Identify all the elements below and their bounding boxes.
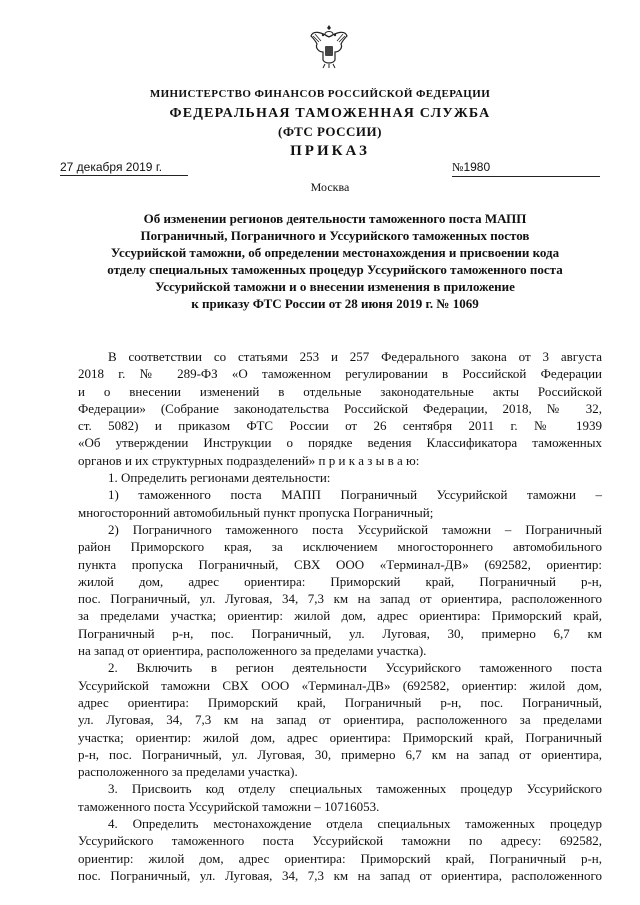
body-line: ул. Луговая, 34, 7,3 км на запад от ориентира, расположенного за пределами (78, 712, 602, 728)
order-number-field (452, 160, 600, 177)
heading-line: Об изменении регионов деятельности таможенного поста МАПП (143, 211, 527, 226)
body-line: Уссурийского таможенного поста Уссурийской таможни по адресу: 692582, (78, 833, 602, 849)
body-line: органов и их структурных подразделений» п р и к а з ы в а ю: (78, 452, 420, 468)
body-line: 1) таможенного поста МАПП Пограничный Уссурийской таможни – (108, 487, 602, 503)
body-line: за пределами участка; ориентир: жилой дом, адрес ориентира: Приморский край, (78, 608, 602, 624)
ministry-name: МИНИСТЕРСТВО ФИНАНСОВ РОССИЙСКОЙ ФЕДЕРАЦИИ (149, 88, 491, 100)
body-line: Пограничный р-н, пос. Пограничный, ул. Луговая, 30, примерно 6,7 км (78, 625, 602, 641)
heading-line: отделу специальных таможенных процедур Уссурийского таможенного поста (107, 262, 563, 277)
body-line: «Об утверждении Инструкции о порядке ведения Классификатора таможенных (78, 435, 602, 451)
heading-line: Уссурийской таможни и о внесении изменения в приложение (155, 279, 515, 294)
body-line: Уссурийской таможни СВХ ООО «Терминал-ДВ» (692582, ориентир: жилой дом, (78, 677, 602, 693)
city: Москва (310, 180, 350, 194)
body-line: пункта пропуска Пограничный, СВХ ООО «Терминал-ДВ» (692582, ориентир: (78, 556, 602, 572)
coat-of-arms-emblem (309, 22, 349, 70)
body-line: В соответствии со статьями 253 и 257 Федерального закона от 3 августа (108, 349, 602, 364)
body-line: таможенного поста Уссурийской таможни – 10716053. (78, 798, 380, 814)
body-line: участка; ориентир: жилой дом, адрес ориентира: Приморский край, Пограничный (78, 729, 602, 745)
service-name: ФЕДЕРАЛЬНАЯ ТАМОЖЕННАЯ СЛУЖБА (169, 106, 491, 121)
body-line: на запад от ориентира, расположенного за пределами участка). (78, 643, 427, 659)
body-line: и о внесении изменений в отдельные законодательные акты Российской (78, 383, 602, 399)
body-line: ст. 5082) и приказом ФТС России от 26 сентября 2011 г. № 1939 (78, 418, 602, 434)
order-number: 1980 (463, 160, 491, 174)
service-short-name: (ФТС РОССИИ) (278, 124, 382, 139)
body-line: район Приморского края, за исключением многостороннего автомобильного (78, 539, 602, 555)
body-line: расположенного за пределами участка). (78, 764, 298, 780)
heading-line: Пограничный, Пограничного и Уссурийского таможенных постов (140, 228, 530, 243)
order-date: 27 декабря 2019 г. (60, 160, 188, 176)
body-line: 1. Определить регионами деятельности: (108, 470, 331, 486)
body-line: Федерации» (Собрание законодательства Российской Федерации, 2018, № 32, (78, 400, 602, 416)
body-line: пос. Пограничный, ул. Луговая, 34, 7,3 км на запад от ориентира, расположенного (78, 591, 602, 607)
body-line: 3. Присвоить код отделу специальных таможенных процедур Уссурийского (108, 781, 602, 797)
order-number-prefix: № (452, 160, 464, 174)
heading-line: Уссурийской таможни, об определении местонахождения и присвоении кода (110, 245, 560, 260)
body-line: многосторонний автомобильный пункт пропуска Пограничный; (78, 504, 434, 520)
body-line: 2018 г. № 289-ФЗ «О таможенном регулировании в Российской Федерации (78, 366, 602, 382)
body-line: р-н, пос. Пограничный, ул. Луговая, 30, примерно 6,7 км на запад от ориентира, (78, 746, 602, 762)
body-line: ориентир: жилой дом, адрес ориентира: Приморский край, Пограничный р-н, (78, 850, 602, 866)
body-line: пос. Пограничный, ул. Луговая, 34, 7,3 км на запад от ориентира, расположенного (78, 867, 602, 883)
document-body (78, 348, 602, 884)
body-line: 2) Пограничного таможенного поста Уссурийской таможни – Пограничный (108, 521, 602, 537)
body-line: жилой дом, адрес ориентира: Приморский край, Пограничный р-н, (78, 573, 602, 589)
document-heading (70, 210, 600, 312)
document-type: ПРИКАЗ (290, 143, 370, 159)
heading-line: к приказу ФТС России от 28 июня 2019 г. № 1069 (191, 296, 479, 311)
body-line: 2. Включить в регион деятельности Уссурийского таможенного поста (108, 660, 602, 676)
body-line: 4. Определить местонахождение отдела специальных таможенных процедур (108, 816, 602, 832)
body-line: адрес ориентира: Приморский край, Пограничный р-н, пос. Пограничный, (78, 694, 602, 710)
